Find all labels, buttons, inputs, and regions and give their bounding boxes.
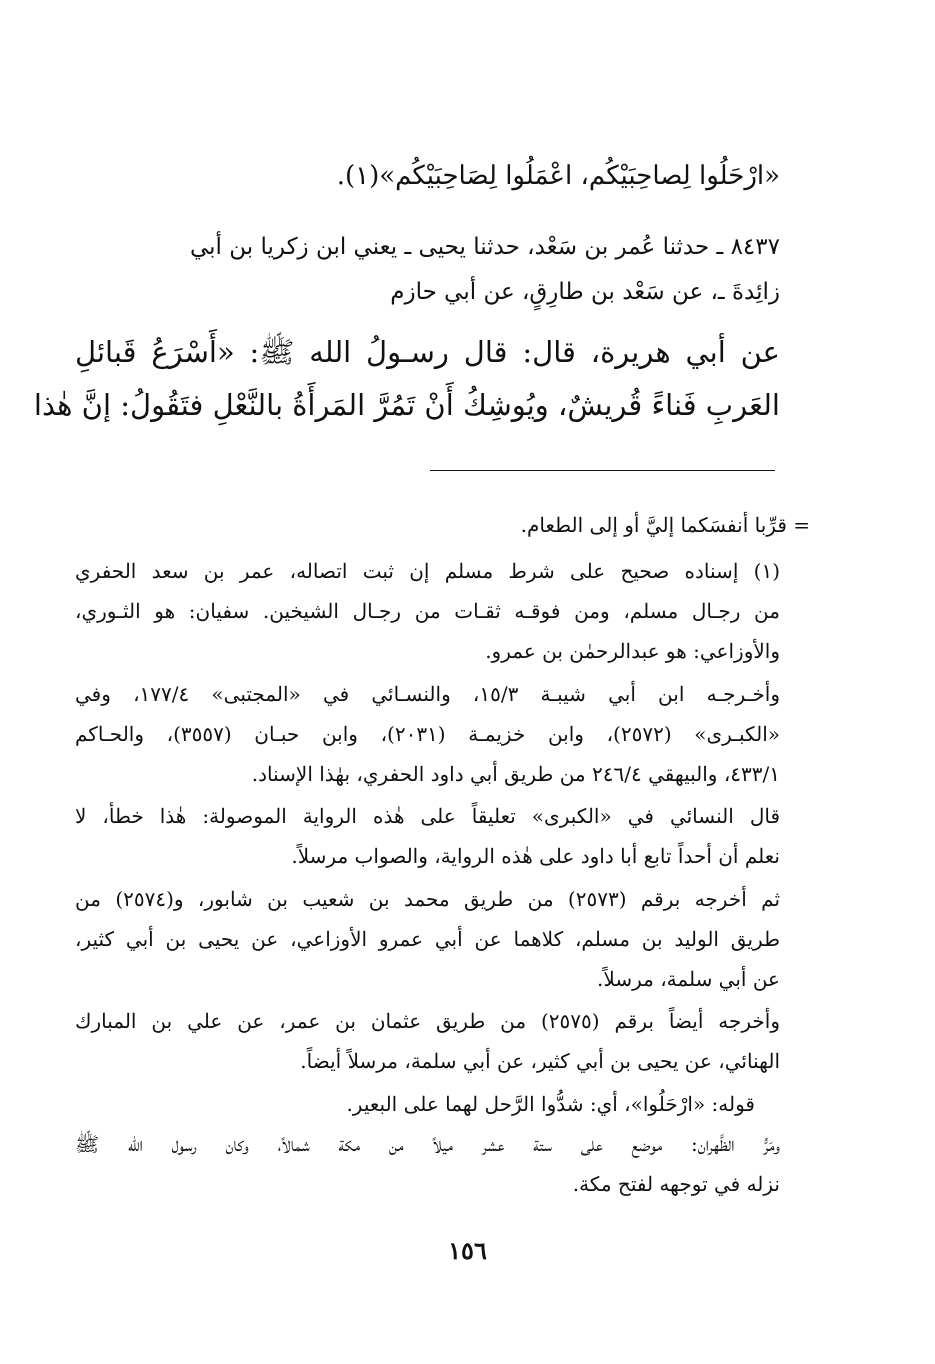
footnote-line: ٤٣٣/١، والبيهقي ٢٤٦/٤ من طريق أبي داود الحفري، بهٰذا الإسناد. xyxy=(251,762,780,786)
footnote-line: الهنائي، عن يحيى بن أبي كثير، عن أبي سلمة، مرسلاً أيضاً. xyxy=(300,1049,780,1073)
footnote-line: ثم أخرجه برقم (٢٥٧٣) من طريق محمد بن شعيب بن شابور، و(٢٥٧٤) من xyxy=(75,887,781,911)
main-text-line: «ارْحَلُوا لِصاحِبَيْكُم، اعْمَلُوا لِصَاحِبَيْكُم»(١). xyxy=(336,161,780,191)
footnote-line: قوله: «ارْحَلُوا»، أي: شدُّوا الرَّحل لهما على البعير. xyxy=(346,1092,755,1116)
footnote-line: وأخرجه أيضاً برقم (٢٥٧٥) من طريق عثمان بن عمر، عن علي بن المبارك xyxy=(75,1009,781,1033)
footnote-continuation: = قرِّبا أنفسَكما إليَّ أو إلى الطعام. xyxy=(520,513,810,537)
footnote-line: نزله في توجهه لفتح مكة. xyxy=(572,1172,780,1196)
footnote-line: ومَرُّ الظَّهران: موضع على ستة عشر ميلاً من مكة شمالاً، وكان رسول الله ﷺ xyxy=(75,1132,780,1156)
footnote-line: طريق الوليد بن مسلم، كلاهما عن أبي عمرو الأوزاعي، عن يحيى بن أبي كثير، xyxy=(75,927,780,951)
footnote-line: عن أبي سلمة، مرسلاً. xyxy=(597,967,780,991)
footnote-line: وأخـرجـه ابن أبي شيبـة ١٥/٣، والنسـائي في «المجتبى» ١٧٧/٤، وفي xyxy=(75,682,781,706)
footnote-line: نعلم أن أحداً تابع أبا داود على هٰذه الرواية، والصواب مرسلاً. xyxy=(291,844,780,868)
footnote-line: «الكبـرى» (٢٥٧٢)، وابن خزيمـة (٢٠٣١)، وابن حبـان (٣٥٥٧)، والحـاكم xyxy=(75,722,780,746)
footnote-divider xyxy=(430,470,775,471)
footnote-line: (١) إسناده صحيح على شرط مسلم إن ثبت اتصاله، عمر بن سعد الحفري xyxy=(75,559,780,583)
hadith-matn-line: عن أبي هريرة، قال: قال رسـولُ الله ﷺ: «أَسْرَعُ قَبائلِ xyxy=(75,335,780,369)
page-number: ١٥٦ xyxy=(448,1236,487,1265)
hadith-isnad-line: ٨٤٣٧ ـ حدثنا عُمر بن سَعْد، حدثنا يحيى ـ يعني ابن زكريا بن أبي xyxy=(189,234,780,260)
hadith-isnad-line: زائِدةَ ـ، عن سَعْد بن طارِقٍ، عن أبي حازم xyxy=(390,279,780,305)
footnote-line: من رجـال مسلم، ومن فوقـه ثقـات من رجـال الشيخين. سفيان: هو الثـوري، xyxy=(75,599,780,623)
footnote-line: قال النسائي في «الكبرى» تعليقاً على هٰذه الرواية الموصولة: هٰذا خطأ، لا xyxy=(75,804,780,828)
hadith-matn-line: العَربِ فَناءً قُريشٌ، ويُوشِكُ أَنْ تَمُرَّ المَرأَةُ بالنَّعْلِ فتَقُولُ: إنَّ هٰذا xyxy=(33,388,780,422)
footnote-line: والأوزاعي: هو عبدالرحمٰن بن عمرو. xyxy=(485,639,780,663)
